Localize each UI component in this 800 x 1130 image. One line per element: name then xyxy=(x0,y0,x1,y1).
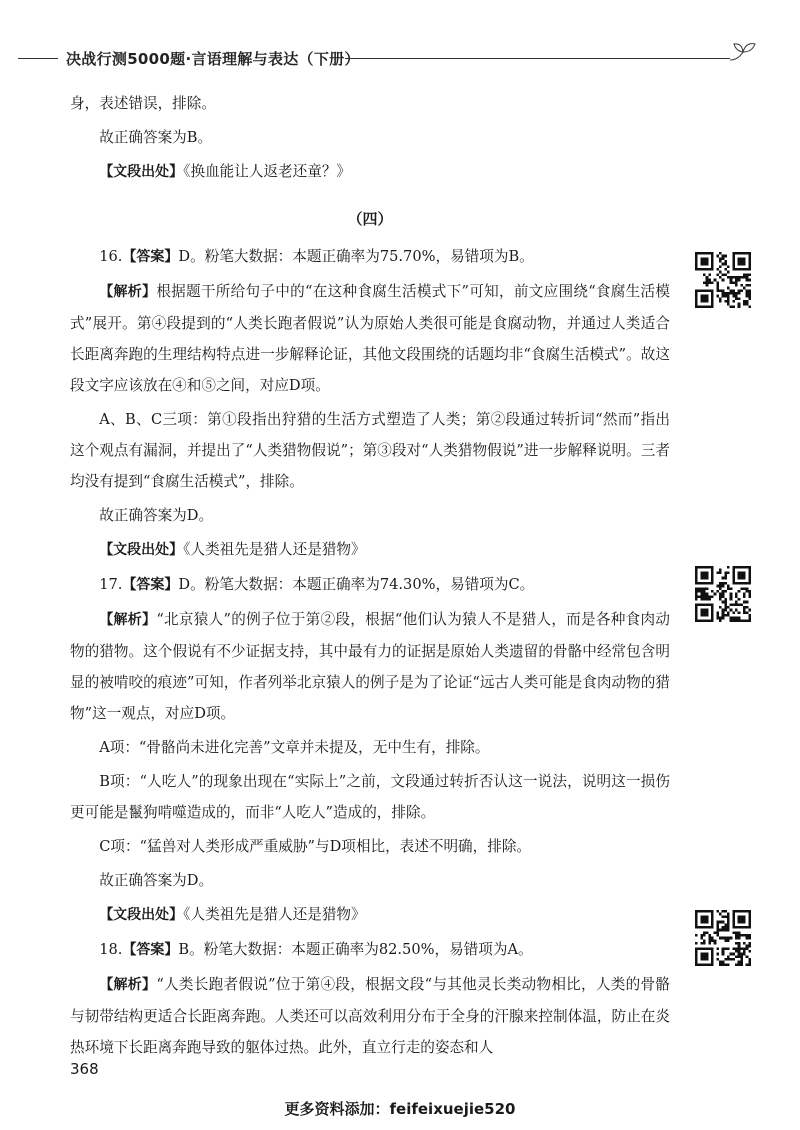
q16-source-line xyxy=(70,534,670,566)
answer-tag: 【答案】 xyxy=(122,942,179,958)
source-title: 《换血能让人返老还童？》 xyxy=(183,163,352,180)
running-header-title: 决战行测5000题·言语理解与表达（下册） xyxy=(66,50,360,68)
q17-source-line xyxy=(70,899,670,931)
text-line: 身，表述错误，排除。 xyxy=(70,95,216,112)
q18-number: 18. xyxy=(99,941,123,958)
page-number: 368 xyxy=(70,1060,99,1078)
qr-code-icon[interactable] xyxy=(695,566,751,622)
q17-analysis-text: “北京猿人”的例子位于第②段，根据“他们认为猿人不是猎人，而是各种食肉动物的猎物。这个假说有不少证据支持，其中最有力的证据是原始人类遗留的骨骼中经常包含明显的被啃咬的痕迹”可知，作者列举北京猿人的例子是为了论证“远古人类可能是食肉动物的猎物”这一观点，对应D项。 xyxy=(70,611,671,722)
analysis-tag: 【解析】 xyxy=(99,612,157,628)
qr-code-icon[interactable] xyxy=(695,252,751,308)
q16-number: 16. xyxy=(99,248,123,265)
header-rule-left xyxy=(18,58,58,59)
footer-prefix: 更多资料添加： xyxy=(284,1100,390,1118)
answer-tag: 【答案】 xyxy=(122,249,179,265)
q16-answer-text: D。粉笔大数据：本题正确率为75.70%，易错项为B。 xyxy=(178,248,534,265)
source-title: 《人类祖先是猎人还是猎物》 xyxy=(183,541,366,558)
footer-contact: feifeixuejie520 xyxy=(389,1100,516,1118)
source-tag: 【文段出处】 xyxy=(99,164,184,180)
q16-options: A、B、C三项：第①段指出狩猎的生活方式塑造了人类；第②段通过转折词“然而”指出这个观点有漏洞，并提出了“人类猎物假说”；第③段对“人类猎物假说”进一步解释说明。三者均没有提到“食腐生活模式”，排除。 xyxy=(70,411,670,490)
q17-answer-text: D。粉笔大数据：本题正确率为74.30%，易错项为C。 xyxy=(178,576,535,593)
q16-answer-line xyxy=(70,241,670,273)
sprout-icon xyxy=(728,40,758,62)
source-tag: 【文段出处】 xyxy=(99,907,184,923)
qr-code-icon[interactable] xyxy=(695,910,751,966)
q18-analysis xyxy=(70,969,670,1063)
answer-line: 故正确答案为B。 xyxy=(99,129,213,146)
section-heading: （四） xyxy=(347,210,393,228)
source-title: 《人类祖先是猎人还是猎物》 xyxy=(183,906,366,923)
q17-number: 17. xyxy=(99,576,123,593)
q17-answer-line xyxy=(70,569,670,601)
q18-analysis-text: “人类长跑者假说”位于第④段，根据文段“与其他灵长类动物相比，人类的骨骼与韧带结构更适合长距离奔跑。人类还可以高效利用分布于全身的汗腺来控制体温，防止在炎热环境下长距离奔跑导致的躯体过热。此外，直立行走的姿态和人 xyxy=(70,976,671,1056)
q17-analysis xyxy=(70,604,670,729)
q17-option-c: C项：“猛兽对人类形成严重威胁”与D项相比，表述不明确，排除。 xyxy=(99,838,532,855)
q17-option-b: B项：“人吃人”的现象出现在“实际上”之前，文段通过转折否认这一说法，说明这一损伤更可能是鬣狗啃噬造成的，而非“人吃人”造成的，排除。 xyxy=(70,773,670,821)
source-line xyxy=(70,156,670,188)
header-rule-right xyxy=(345,58,730,59)
q17-conclusion: 故正确答案为D。 xyxy=(99,872,214,889)
q16-analysis-text: 根据题干所给句子中的“在这种食腐生活模式下”可知，前文应围绕“食腐生活模式”展开。第④段提到的“人类长跑者假说”认为原始人类很可能是食腐动物，并通过人类适合长距离奔跑的生理结构特点进一步解释论证，其他文段围绕的话题均非“食腐生活模式”。故这段文字应该放在④和⑤之间，对应D项。 xyxy=(70,283,671,394)
analysis-tag: 【解析】 xyxy=(99,977,157,993)
q17-option-a: A项：“骨骼尚未进化完善”文章并未提及，无中生有，排除。 xyxy=(99,739,490,756)
q18-answer-line xyxy=(70,934,670,966)
q16-conclusion: 故正确答案为D。 xyxy=(99,507,214,524)
q16-analysis xyxy=(70,276,670,401)
analysis-tag: 【解析】 xyxy=(99,284,157,300)
q18-answer-text: B。粉笔大数据：本题正确率为82.50%，易错项为A。 xyxy=(178,941,533,958)
answer-tag: 【答案】 xyxy=(122,577,179,593)
source-tag: 【文段出处】 xyxy=(99,542,184,558)
page-body xyxy=(70,88,670,1066)
footer-note xyxy=(0,1098,800,1119)
